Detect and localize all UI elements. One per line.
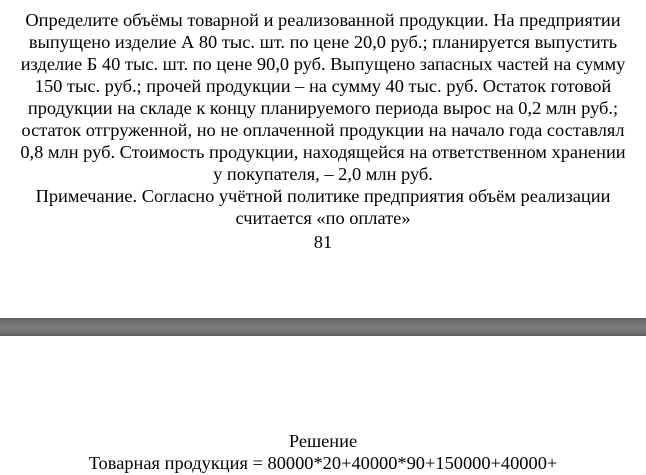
page-number: 81 — [313, 232, 333, 252]
note-paragraph — [6, 185, 640, 229]
problem-line: 0,8 млн руб. Стоимость продукции, находящейся на ответственном хранении — [20, 142, 626, 162]
note-line: Примечание. Согласно учётной политике предприятия объём реализации — [35, 186, 611, 206]
problem-line: изделие Б 40 тыс. шт. по цене 90,0 руб. Выпущено запасных частей на сумму — [20, 54, 626, 74]
note-line: считается «по оплате» — [235, 208, 411, 228]
page-separator — [0, 318, 646, 336]
problem-line: у покупателя, – 2,0 млн руб. — [213, 164, 433, 184]
problem-line: остаток отгруженной, но не оплаченной продукции на начало года составлял — [21, 120, 625, 140]
problem-line: 150 тыс. руб.; прочей продукции – на сумму 40 тыс. руб. Остаток готовой — [34, 76, 612, 96]
solution-formula: Товарная продукция = 80000*20+40000*90+150000+40000+ — [88, 453, 558, 473]
problem-statement — [6, 9, 640, 185]
solution-heading: Решение — [288, 431, 358, 451]
problem-line: продукции на складе к концу планируемого периода вырос на 0,2 млн руб.; — [27, 98, 619, 118]
problem-line: Определите объёмы товарной и реализованной продукции. На предприятии — [25, 10, 621, 30]
problem-line: выпущено изделие А 80 тыс. шт. по цене 20,0 руб.; планируется выпустить — [28, 32, 618, 52]
